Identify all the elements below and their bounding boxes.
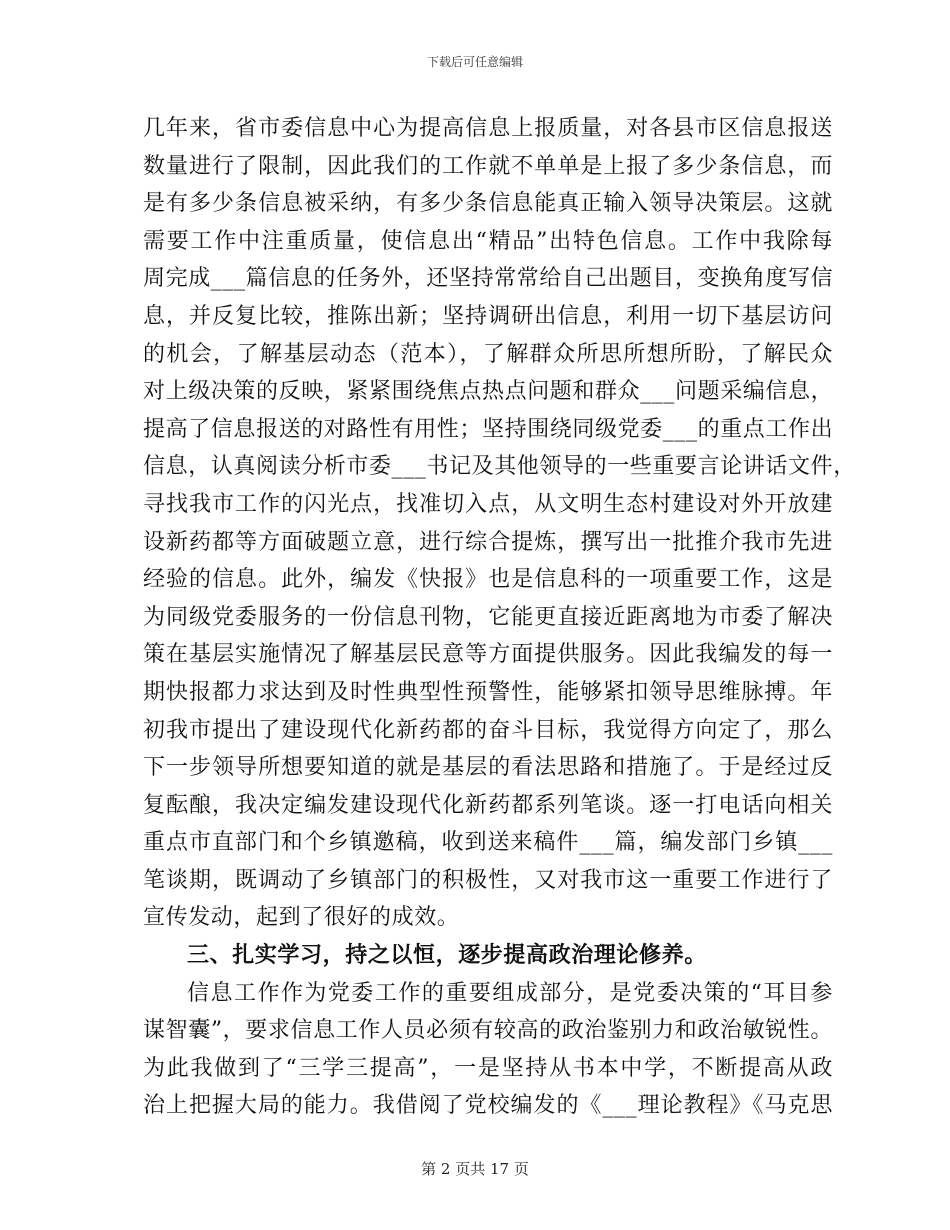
text-line: 信息工作作为党委工作的重要组成部分，是党委决策的“耳目参 [187,980,833,1006]
text-line: 是有多少条信息被采纳，有多少条信息能真正输入领导决策层。这就 [143,191,833,217]
text-line: 谋智囊”，要求信息工作人员必须有较高的政治鉴别力和政治敏锐性。 [143,1018,833,1044]
text-line: 策在基层实施情况了解基层民意等方面提供服务。因此我编发的每一 [143,642,833,668]
text-line: 宣传发动，起到了很好的成效。 [143,905,460,931]
section-heading: 三、扎实学习，持之以恒，逐步提高政治理论修养。 [187,942,707,969]
text-line: 为此我做到了“三学三提高”，一是坚持从书本中学，不断提高从政 [143,1055,833,1081]
text-line: 几年来，省市委信息中心为提高信息上报质量，对各县市区信息报送 [143,116,833,141]
text-line: 下一步领导所想要知道的就是基层的看法思路和措施了。于是经过反 [143,755,833,781]
text-line: 信息，认真阅读分析市委___书记及其他领导的一些重要言论讲话文件， [143,454,856,480]
text-line: 设新药都等方面破题立意，进行综合提炼，撰写出一批推介我市先进 [143,529,833,555]
text-line: 重点市直部门和个乡镇邀稿，收到送来稿件___篇，编发部门乡镇___ [143,830,833,856]
text-line: 复酝酿，我决定编发建设现代化新药都系列笔谈。逐一打电话向相关 [143,792,833,818]
text-line: 寻找我市工作的闪光点，找准切入点，从文明生态村建设对外开放建 [143,491,833,517]
text-line: 的机会，了解基层动态（范本），了解群众所思所想所盼，了解民众 [143,341,833,367]
text-line: 笔谈期，既调动了乡镇部门的积极性，又对我市这一重要工作进行了 [143,867,833,893]
text-line: 提高了信息报送的对路性有用性；坚持围绕同级党委___的重点工作出 [143,416,834,442]
document-body [143,110,856,1125]
text-line: 治上把握大局的能力。我借阅了党校编发的《___理论教程》《马克思 [143,1093,833,1119]
text-line: 经验的信息。此外，编发《快报》也是信息科的一项重要工作，这是 [143,567,833,593]
text-line: 需要工作中注重质量，使信息出“精品”出特色信息。工作中我除每 [143,228,833,254]
text-line: 为同级党委服务的一份信息刊物，它能更直接近距离地为市委了解决 [143,604,833,630]
text-line: 周完成___篇信息的任务外，还坚持常常给自己出题目，变换角度写信 [143,266,834,292]
page-number-footer: 第 2 页共 17 页 [421,1160,529,1178]
text-line: 期快报都力求达到及时性典型性预警性，能够紧扣领导思维脉搏。年 [143,679,833,705]
text-line: 数量进行了限制，因此我们的工作就不单单是上报了多少条信息，而 [143,153,833,179]
page-header-note: 下载后可任意编辑 [426,55,523,69]
text-line: 初我市提出了建设现代化新药都的奋斗目标，我觉得方向定了，那么 [143,717,833,743]
text-line: 息，并反复比较，推陈出新；坚持调研出信息，利用一切下基层访问 [143,303,833,329]
text-line: 对上级决策的反映，紧紧围绕焦点热点问题和群众___问题采编信息， [143,379,834,405]
